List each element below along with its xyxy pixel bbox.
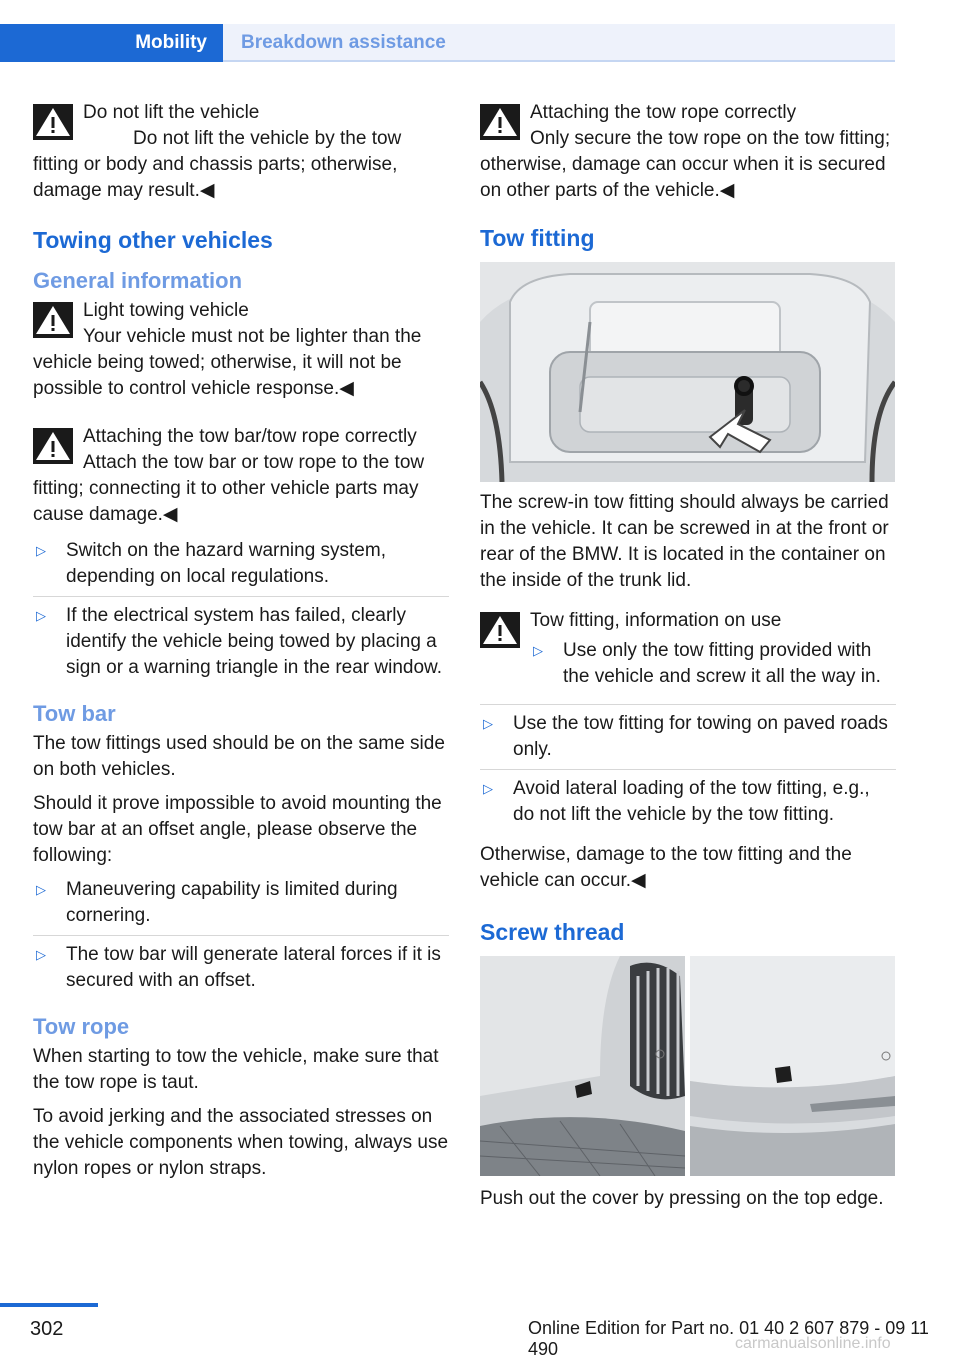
towrope-paragraph: When starting to tow the vehicle, make sure that the tow rope is taut. <box>33 1046 439 1093</box>
list-item: ▷ Maneuvering capability is limited during cornering. <box>33 877 449 936</box>
screw-thread-images <box>480 956 895 1176</box>
warning-tow-fitting-use <box>480 608 896 696</box>
list-item: ▷ Use only the tow fitting provided with the vehicle and screw it all the way in. <box>533 640 881 687</box>
bullet-triangle-icon: ▷ <box>36 543 46 558</box>
warning-triangle-icon <box>480 104 520 140</box>
tow-fitting-paragraph: The screw-in tow fitting should always be carried in the vehicle. It can be screwed in at the front or rear of the BMW. It is located in the container on the inside of the trunk lid. <box>480 492 889 591</box>
warning-list <box>530 638 896 696</box>
trunk-tow-fitting-image <box>480 262 895 482</box>
warning-body: Your vehicle must not be lighter than the vehicle being towed; otherwise, it will not be possible to control vehicle response.◀ <box>33 326 422 399</box>
warning-triangle-icon <box>33 428 73 464</box>
heading-general-information: General information <box>33 268 243 293</box>
steps-list <box>33 538 449 687</box>
heading-screw-thread: Screw thread <box>480 919 625 945</box>
warning-triangle-icon <box>480 612 520 648</box>
list-item: ▷ Avoid lateral loading of the tow fitting, e.g., do not lift the vehicle by the tow fitting. <box>483 778 870 825</box>
warning-tow-bar-correctly <box>33 424 449 528</box>
trunk-illustration <box>480 262 895 482</box>
towbar-paragraph: Should it prove impossible to avoid mounting the tow bar at an offset angle, please observe the following: <box>33 793 442 866</box>
warning-title: Attaching the tow rope correctly <box>530 102 797 123</box>
header-rule <box>223 60 895 62</box>
list-item: ▷ Use the tow fitting for towing on paved roads only. <box>480 711 896 770</box>
tow-fitting-list <box>480 704 896 834</box>
right-column <box>480 100 896 1220</box>
watermark: carmanualsonline.info <box>735 1335 891 1352</box>
footer-edition: Online Edition for Part no. 01 40 2 607 879 - 09 11 490 <box>528 1318 929 1359</box>
footer-rule <box>0 1303 98 1307</box>
bullet-triangle-icon: ▷ <box>36 947 46 962</box>
warning-body: Do not lift the vehicle by the tow fitting or body and chassis parts; otherwise, damage may result.◀ <box>33 128 402 201</box>
front-bumper-image <box>480 956 685 1176</box>
warning-title: Light towing vehicle <box>83 300 249 321</box>
page-number: 302 <box>30 1318 64 1340</box>
list-item: ▷ The tow bar will generate lateral forces if it is secured with an offset. <box>36 944 441 991</box>
warning-title: Do not lift the vehicle <box>83 102 260 123</box>
heading-tow-fitting: Tow fitting <box>480 225 595 251</box>
rear-bumper-image <box>690 956 895 1176</box>
otherwise-paragraph: Otherwise, damage to the tow fitting and the vehicle can occur.◀ <box>480 844 852 891</box>
section-tab: Mobility <box>0 24 223 62</box>
bullet-triangle-icon: ▷ <box>533 643 543 658</box>
towbar-list <box>33 877 449 1000</box>
bullet-triangle-icon: ▷ <box>483 781 493 796</box>
bullet-triangle-icon: ▷ <box>36 882 46 897</box>
screw-thread-caption: Push out the cover by pressing on the top edge. <box>480 1188 884 1209</box>
page-header <box>0 24 895 62</box>
list-item: ▷ If the electrical system has failed, clearly identify the vehicle being towed by placing a sign or a warning triangle in the rear window. <box>36 605 442 678</box>
heading-tow-rope: Tow rope <box>33 1014 130 1039</box>
left-column <box>33 100 449 1190</box>
warning-triangle-icon <box>33 104 73 140</box>
heading-towing-other-vehicles: Towing other vehicles <box>33 227 273 253</box>
towrope-paragraph: To avoid jerking and the associated stresses on the vehicle components when towing, always use nylon ropes or nylon straps. <box>33 1106 449 1179</box>
bullet-triangle-icon: ▷ <box>36 608 46 623</box>
warning-body: Attach the tow bar or tow rope to the tow fitting; connecting it to other vehicle parts may cause damage.◀ <box>33 452 425 525</box>
warning-title: Tow fitting, information on use <box>530 610 782 631</box>
list-item: ▷ Switch on the hazard warning system, depending on local regulations. <box>33 538 449 597</box>
heading-tow-bar: Tow bar <box>33 701 116 726</box>
warning-do-not-lift <box>33 100 449 204</box>
warning-title: Attaching the tow bar/tow rope correctly <box>83 426 417 447</box>
towbar-paragraph: The tow fittings used should be on the same side on both vehicles. <box>33 733 445 780</box>
warning-triangle-icon <box>33 302 73 338</box>
warning-body: Only secure the tow rope on the tow fitting; otherwise, damage can occur when it is secured on other parts of the vehicle.◀ <box>480 128 891 201</box>
subsection-tab: Breakdown assistance <box>223 24 895 62</box>
bullet-triangle-icon: ▷ <box>483 716 493 731</box>
warning-light-towing <box>33 298 449 402</box>
warning-tow-rope-correctly <box>480 100 896 204</box>
